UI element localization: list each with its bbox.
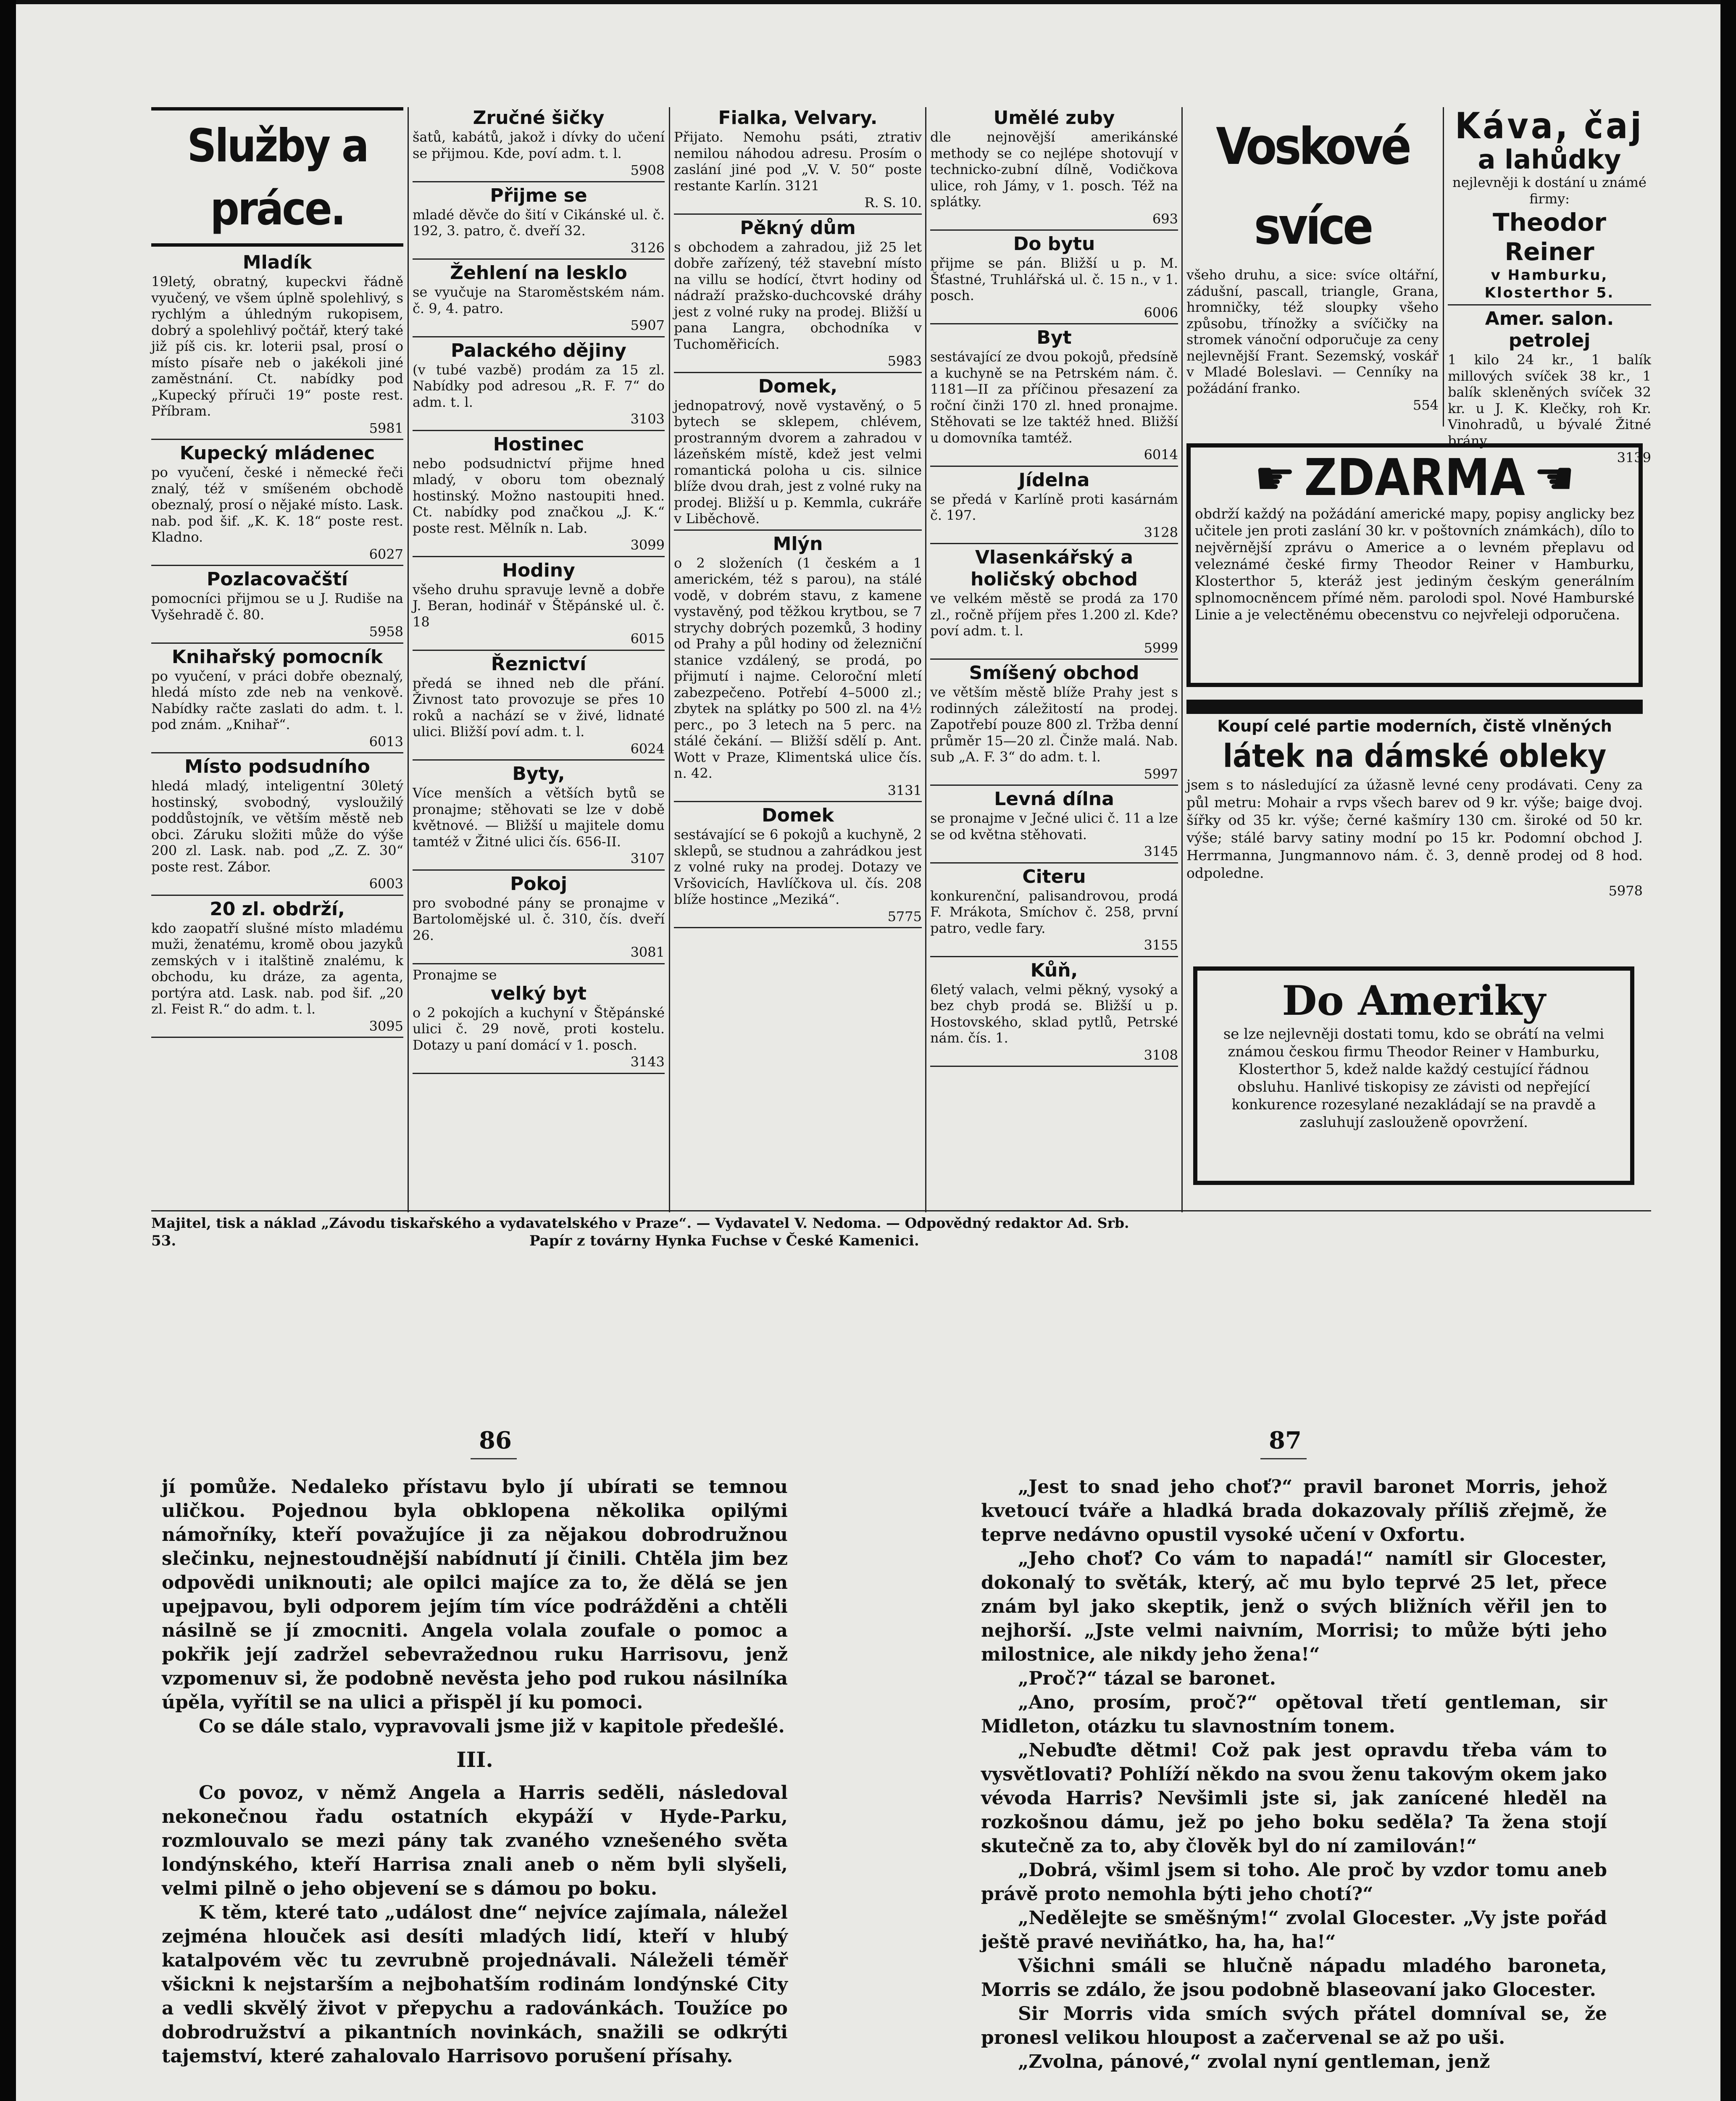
column-rule xyxy=(1443,107,1444,427)
ad-text: všeho druhu spravuje levně a dobře J. Beran, hodinář v Štěpánské ul. č. 18 xyxy=(413,581,665,630)
ad-number: 3128 xyxy=(1144,524,1178,540)
classified-ad xyxy=(413,873,665,964)
classified-ad xyxy=(151,756,403,896)
ad-heading: Vlasenkářský a holičský obchod xyxy=(970,547,1138,590)
ad-heading: Do bytu xyxy=(1013,233,1095,255)
ad-pretitle: Pronajme se xyxy=(413,966,497,983)
ad-heading: Řeznictví xyxy=(491,653,587,675)
paragraph: „Ano, prosím, proč?“ opětoval třetí gentleman, sir Midleton, otázku tu slavnostním tonem. xyxy=(981,1692,1607,1737)
ad-heading: Přijme se xyxy=(490,184,587,206)
column-rule xyxy=(925,107,926,1212)
ad-text: dle nejnovější amerikánské methody se co nejlépe shotovují v technicko-zubní dílně, Vodičkova ulice, roh Jámy, v 1. posch. Též na splátky. xyxy=(930,129,1178,210)
paragraph: „Dobrá, všiml jsem si toho. Ale proč by vzdor tomu aneb právě proto nemohla býti jeho chotí?“ xyxy=(981,1859,1607,1905)
ad-divider xyxy=(413,759,665,761)
ad-text: se pronajme v Ječné ulici č. 11 a lze se od května stěhovati. xyxy=(930,810,1178,843)
ad-number: 6014 xyxy=(1144,447,1178,463)
ad-number: 5908 xyxy=(630,162,665,178)
ad-divider xyxy=(930,1066,1178,1067)
classified-ad xyxy=(930,788,1178,864)
ads-column-1 xyxy=(151,107,403,1212)
ad-do-ameriky xyxy=(1193,966,1634,1185)
ad-divider xyxy=(930,956,1178,957)
ad-text: 19letý, obratný, kupeckvi řádně vyučený, ve všem úplně spolehlivý, s rychlým a úhledným rukopisem, dobrý a spolehlivý počtář, který také již píš cis. kr. loterii psal, prosí o místo písaře neb o jakékoli jiné zaměstnání. Ct. nabídky pod „Kupecký příruči 19“ poste rest. Příbram. xyxy=(151,274,403,419)
ad-divider xyxy=(930,862,1178,864)
classified-ad xyxy=(413,340,665,431)
classified-ad xyxy=(413,107,665,182)
classified-ad xyxy=(674,533,922,803)
ad-text: o 2 složeních (1 českém a 1 americkém, též s parou), na stálé vodě, v dobrém stavu, z kamene vystavěný, pod těžkou krytbou, se 7 strychy dobrých pozemků, 3 hodiny od Prahy a půl hodiny od železniční stanice vzdálený, se prodá, po přijmutí i najme. Celoroční mletí zabezpečeno. Potřebí 4–5000 zl.; zbytek na splátky po 500 zl. na 4½ perc., po 3 letech na 5 perc. na stálé čekání. — Bližší sdělí p. Ant. Wott v Praze, Klimentská ulice čís. n. 42. xyxy=(674,555,922,781)
ad-heading: Kupecký mládenec xyxy=(179,442,375,464)
ad-text: konkurenční, palisandrovou, prodá F. Mrákota, Smíchov č. 258, první patro, vedle fary. xyxy=(930,887,1178,936)
ad-zdarma xyxy=(1186,443,1643,687)
classified-ad xyxy=(930,469,1178,545)
ad-heading: velký byt xyxy=(490,982,587,1004)
ad-number: 6024 xyxy=(630,740,665,757)
ad-text: obdrží každý na požádání americké mapy, popisy anglicky bez učitele jen proti zaslání 30 kr. v poštovních známkách), dílo to nejvěrnější zprávu o Americe a o levném přeplavu od veleznámé české firmy Theodor Reiner v Hamburku, Klosterthor 5, kteráž jest jediným českým generálním splnomocněncem přímé něm. parolodi spol. Nové Hamburské Linie a je velectěnému obecenstvu co nejvřeleji odporučena. xyxy=(1195,506,1634,623)
ad-heading: Pěkný dům xyxy=(740,217,856,239)
classified-ad xyxy=(151,646,403,754)
ad-divider xyxy=(930,785,1178,786)
ad-heading: Knihařský pomocník xyxy=(171,646,383,668)
ad-divider xyxy=(151,642,403,644)
ad-text: 6letý valach, velmi pěkný, vysoký a bez chyb prodá se. Bližší u p. Hostovského, sklad pytlů, Petrské nám. čís. 1. xyxy=(930,981,1178,1046)
ad-text: (v tubé vazbě) prodám za 15 zl. Nabídky pod adresou „R. F. 7“ do adm. t. l. xyxy=(413,361,665,410)
ad-text: všeho druhu, a sice: svíce oltářní, zádušní, pascall, triangle, Grana, hromničky, též sloupky všeho způsobu, třínožky a svíčičky na stromek vánoční odporučuje za ceny nejlevnější Frant. Sezemský, voskář v Mladé Boleslavi. — Cenníky na požádání franko. xyxy=(1186,267,1439,396)
classified-ad xyxy=(413,560,665,651)
page-number-rule xyxy=(1260,1458,1307,1459)
classified-ad xyxy=(930,662,1178,786)
ad-divider xyxy=(413,556,665,557)
ad-text: po vyučení, v práci dobře obeznalý, hledá místo zde neb na venkově. Nabídky račte zaslati do adm. t. l. pod znám. „Knihař“. xyxy=(151,668,403,732)
ad-text: předá se ihned neb dle přání. Živnost tato provozuje se přes 10 roků a nachází se v živé, lidnaté ulici. Bližší poví adm. t. l. xyxy=(413,675,665,740)
ad-number: 6015 xyxy=(630,631,665,647)
book-page-left xyxy=(162,1475,788,2068)
imprint-mark: 53. xyxy=(151,1232,176,1249)
ad-divider xyxy=(674,213,922,215)
classified-ad xyxy=(413,653,665,761)
ad-heading: Zručné šičky xyxy=(473,107,605,129)
scan-top-edge xyxy=(0,0,1736,4)
ad-number: 5983 xyxy=(887,353,922,369)
ad-number: 3143 xyxy=(630,1054,665,1070)
ad-heading: Káva, čaj xyxy=(1455,105,1644,147)
section-rule xyxy=(151,107,403,111)
ad-number: 5978 xyxy=(1608,883,1643,899)
ad-number: 3155 xyxy=(1144,937,1178,953)
ad-divider xyxy=(413,1073,665,1074)
ad-text: nejlevněji k dostání u známé firmy: xyxy=(1452,174,1647,207)
ad-divider xyxy=(930,229,1178,231)
pointing-hand-icon: ☛ xyxy=(1533,451,1575,505)
classified-ad xyxy=(151,252,403,440)
ad-heading: Byt xyxy=(1036,327,1072,348)
firm-address: v Hamburku, Klosterthor 5. xyxy=(1484,267,1615,302)
ad-heading: Voskové svíce xyxy=(1216,118,1409,256)
divider xyxy=(1448,304,1651,305)
ad-text: jednopatrový, nově vystavěný, o 5 bytech se sklepem, chlévem, prostranným dvorem a zahradou v lázeňském místě, kdež jest velmi romantická poloha u cis. silnice blíže dvou drah, jest z volné ruky na prodej. Bližší u p. Kemmla, cukráře v Liběchově. xyxy=(674,397,922,527)
ad-text: sestávající se 6 pokojů a kuchyně, 2 sklepů, se studnou a zahrádkou jest z volné ruky na prodej. Dotazy ve Vršovicích, Havlíčkova ul. čís. 208 blíže hostince „Meziká“. xyxy=(674,827,922,907)
paragraph: „Proč?“ tázal se baronet. xyxy=(1018,1668,1276,1689)
ad-text: pro svobodné pány se pronajme v Bartolomějské ul. č. 310, čís. dveří 26. xyxy=(413,895,665,943)
ad-number: 3081 xyxy=(630,944,665,960)
ad-divider xyxy=(151,895,403,896)
ad-text: se vyučuje na Staroměstském nám. č. 9, 4. patro. xyxy=(413,284,665,316)
ad-heading: Smíšený obchod xyxy=(969,662,1139,684)
ad-heading: Domek, xyxy=(758,375,838,397)
ad-number: 5981 xyxy=(369,420,403,436)
ad-number: 3145 xyxy=(1144,843,1178,859)
ad-text: se lze nejlevněji dostati tomu, kdo se obrátí na velmi známou českou firmu Theodor Reiner v Hamburku, Klosterthor 5, kdež nalde každý cestující řádnou obsluhu. Hanlivé tiskopisy ze závisti od nepřející konkurence rozesylané nezakládají se na pravdě a zasluhují zaslouženě opovržení. xyxy=(1223,1026,1604,1131)
scan-right-edge xyxy=(1720,0,1736,2101)
ad-number: 5997 xyxy=(1144,766,1178,782)
ad-heading: Citeru xyxy=(1022,866,1086,887)
ad-number: 3126 xyxy=(630,240,665,256)
imprint xyxy=(151,1214,1647,1250)
ad-text: nebo podsudnictví přijme hned mladý, v oboru tom obeznalý hostinský. Možno nastoupiti hned. Ct. nabídky pod značkou „J. K.“ poste rest. Mělník n. Lab. xyxy=(413,455,665,536)
ad-divider xyxy=(151,1037,403,1038)
ad-text: kdo zaopatří slušné místo mladému muži, ženatému, kromě obou jazyků zemských v i italštině znalému, k obchodu, ku dráze, za agenta, portýra atd. Lask. nab. pod šif. „20 zl. Feist R.“ do adm. t. l. xyxy=(151,920,403,1017)
ad-text: pomocníci přijmou se u J. Rudiše na Vyšehradě č. 80. xyxy=(151,590,403,623)
ad-text: jsem s to následující za úžasně levné ceny prodávati. Ceny za půl metru: Mohair a rvps všech barev od 9 kr. výše; baige dvoj. šířky od 35 kr. výše; černé kašmíry 130 cm. široké od 50 kr. výše; stálé barvy satiny modní po 15 kr. Podomní obchod J. Herrmanna, Jungmannovo nám. č. 3, denně prodej od 8 hod. odpoledne. xyxy=(1186,777,1643,881)
ad-divider xyxy=(674,529,922,531)
ad-number: 3108 xyxy=(1144,1047,1178,1063)
classified-ad xyxy=(413,262,665,337)
zdarma-header xyxy=(1195,451,1634,506)
ad-heading: Palackého dějiny xyxy=(451,340,626,361)
paragraph: „Jeho choť? Co vám to napadá!“ namítl sir Glocester, dokonalý to světák, který, ač mu bylo teprvé 25 let, přece znám byl jako skeptik, jenž o svých bližních věřil jen to nejhorší. „Jste velmi naivním, Morrisi; to může býti jeho milostnice, ale nikdy jeho žena!“ xyxy=(981,1548,1607,1665)
ad-number: 3107 xyxy=(630,850,665,866)
ad-text: Přijato. Nemohu psáti, ztrativ nemilou náhodou adresu. Prosím o zaslání jiné pod „V. V. 50“ poste restante Karlín. 3121 xyxy=(674,129,922,194)
paragraph: Všichni smáli se hlučně nápadu mladého baroneta, Morris se zdálo, že jsou podobně blaseovaní jako Glocester. xyxy=(981,1955,1607,2001)
chapter-heading: III. xyxy=(456,1747,493,1772)
imprint-line-1: Majitel, tisk a náklad „Závodu tiskařského a vydavatelského v Praze“. — Vydavatel V. Nedoma. — Odpovědný redaktor Ad. Srb. xyxy=(151,1215,1129,1231)
ad-number: 3139 xyxy=(1617,450,1651,466)
ad-text: 1 kilo 24 kr., 1 balík millových svíček 38 kr., 1 balík skleněných svíček 32 kr. u J. K. Klečky, roh Kr. Vinohradů, u bývalé Žitné brány. xyxy=(1448,352,1651,449)
ad-heading: Místo podsudního xyxy=(184,756,370,777)
heavy-rule xyxy=(1186,700,1643,714)
scan-left-edge xyxy=(0,0,16,2101)
ad-heading: Kůň, xyxy=(1030,959,1078,981)
ad-heading: Mlýn xyxy=(773,533,823,555)
ad-heading: Jídelna xyxy=(1018,469,1090,491)
ad-text: s obchodem a zahradou, již 25 let dobře zařízený, též stavební místo na villu se hodící, čtvrt hodiny od nádraží pražsko-duchcovské dráhy jest z volné ruky na prodej. Bližší u pana Langra, obchodníka v Tuchoměřicích. xyxy=(674,239,922,352)
ad-heading: Žehlení na lesklo xyxy=(450,262,627,284)
ad-heading: Amer. salon. petrolej xyxy=(1485,308,1614,352)
ad-number: 3095 xyxy=(369,1018,403,1034)
classified-ad xyxy=(930,547,1178,660)
paragraph: „Zvolna, pánové,“ zvolal nyní gentleman, jenž xyxy=(1018,2051,1490,2072)
ad-divider xyxy=(674,372,922,373)
ad-text: Více menších a větších bytů se pronajme; stěhovati se lze v době květnové. — Bližší u majitele domu tamtéž v Žitné ulici čís. 656-II. xyxy=(413,785,665,850)
ad-divider xyxy=(413,869,665,871)
paragraph: „Jest to snad jeho choť?“ pravil baronet Morris, jehož kvetoucí tváře a hladká brada dokazovaly příliš zřejmě, že teprve nedávno opustil vysoké učení v Oxfortu. xyxy=(981,1476,1607,1545)
paragraph: Co povoz, v němž Angela a Harris seděli, následoval nekonečnou řadu ostatních ekypáží v Hyde-Parku, rozmlouvalo se mezi pány tak zvaného vznešeného světa londýnského, kteří Harrisa znali aneb o něm byli slyšeli, velmi pilně o jeho objevení se s dámou po boku. xyxy=(162,1782,788,1899)
ad-text: přijme se pán. Bližší u p. M. Šťastné, Truhlářská ul. č. 15 n., v 1. posch. xyxy=(930,255,1178,303)
ad-heading: Byty, xyxy=(512,763,565,785)
ad-subheading: Koupí celé partie moderních, čistě vlněných xyxy=(1217,717,1612,735)
ad-text: hledá mladý, inteligentní 30letý hostinský, svobodný, vysloužilý poddůstojník, ve větším městě neb obci. Záruku složiti může do výše 200 zl. Lask. nab. pod „Z. Z. 30“ poste rest. Zábor. xyxy=(151,778,403,875)
ad-divider xyxy=(674,927,922,928)
ad-heading: Do Ameriky xyxy=(1282,977,1546,1024)
column-rule xyxy=(1181,107,1183,1212)
ad-divider xyxy=(930,323,1178,324)
classified-ad xyxy=(413,185,665,260)
imprint-line-2: Papír z továrny Hynka Fuchse v České Kamenici. xyxy=(529,1232,919,1249)
classified-ad xyxy=(930,866,1178,957)
page-number-left: 86 xyxy=(479,1427,512,1454)
classified-ad xyxy=(151,569,403,644)
ads-column-4 xyxy=(930,107,1178,1212)
ad-heading: Domek xyxy=(762,805,834,826)
classified-ad xyxy=(151,898,403,1038)
classified-ad xyxy=(674,217,922,373)
ad-divider xyxy=(413,336,665,337)
ad-kava-caj xyxy=(1448,105,1651,466)
paragraph: K těm, které tato „událost dne“ nejvíce zajímala, náležel zejména hlouček asi desíti mladých lidí, kteří v hlubý katalpovém věc tu zevrubně projednávali. Náleželi téměř všickni k nejstarším a nejbohatším rodinám londýnské City a vedli skvělý život v přepychu a radovánkách. Toužíce po dobrodružství a pikantních novinkách, snažili se odkrýti tajemství, které zahalovalo Harrisovo porušení přísahy. xyxy=(162,1902,788,2067)
ad-number: 6003 xyxy=(369,876,403,892)
ad-divider xyxy=(413,963,665,964)
classified-ad xyxy=(930,233,1178,324)
ad-number: R. S. 10. xyxy=(864,195,922,211)
ad-number: 3099 xyxy=(630,537,665,553)
ad-number: 3131 xyxy=(887,782,922,798)
column-rule xyxy=(669,107,670,1212)
classified-ad xyxy=(674,805,922,928)
classified-ad xyxy=(151,442,403,566)
page-number-right: 87 xyxy=(1269,1427,1302,1454)
classified-ad xyxy=(413,434,665,557)
ad-divider xyxy=(413,181,665,182)
paragraph: „Nebuďte dětmi! Což pak jest opravdu třeba vám to vysvětlovati? Pohlíží někdo na svou ženu takovým okem jako vévoda Harris? Nevšimli jste si, jak zanícené hleděl na rozkošnou dámu, jež po jeho boku seděla? Ta žena stojí skutečně za to, aby člověk byl do ní zamilován!“ xyxy=(981,1740,1607,1857)
ad-number: 5775 xyxy=(887,908,922,924)
paragraph: Sir Morris vida smích svých přátel domníval se, že pronesl velikou hloupost a začervenal se až po uši. xyxy=(981,2003,1607,2048)
ad-voskove-svice xyxy=(1186,107,1439,427)
classified-ad xyxy=(674,376,922,531)
ad-subheading: a lahůdky xyxy=(1478,144,1621,175)
ad-heading: látek na dámské obleky xyxy=(1223,737,1607,774)
paragraph: jí pomůže. Nedaleko přístavu bylo jí ubírati se temnou uličkou. Pojednou byla obklopena několika opilými námořníky, kteří považujíce ji za nějakou dobrodružnou slečinku, nejnestoudnější nabídnutí jí činili. Chtěla jim bez odpovědi uniknouti; ale opilci majíce za to, že dělá se jen upejpavou, byli odporem jejím tím více podrážděni a chtěli násilně se jí zmocniti. Angela volala zoufale o pomoc a pokřik její zadržel sebevražednou ruku Harrisovu, jenž vzpomenuv si, že podobně nevěsta jeho pod rukou násilníka úpěla, vyřítil se na ulici a přispěl jí ku pomoci. xyxy=(162,1476,788,1713)
ad-divider xyxy=(413,430,665,431)
ad-heading: Umělé zuby xyxy=(993,107,1115,129)
ad-text: mladé děvče do šití v Cikánské ul. č. 192, 3. patro, č. dveří 32. xyxy=(413,206,665,239)
ad-text: ve větším městě blíže Prahy jest s rodinných záležitostí na prodej. Zapotřebí pouze 800 zl. Tržba denní průměr 15—20 zl. Činže malá. Nab. sub „A. F. 3“ do adm. t. l. xyxy=(930,684,1178,765)
classified-ad xyxy=(413,763,665,871)
pointing-hand-icon: ☛ xyxy=(1254,451,1296,505)
imprint-row-2 xyxy=(151,1232,1647,1250)
ad-heading: Pokoj xyxy=(510,873,567,895)
page-number-rule xyxy=(471,1458,517,1459)
ad-text: se předá v Karlíně proti kasárnám č. 197. xyxy=(930,491,1178,523)
ad-number: 5999 xyxy=(1144,640,1178,656)
section-rule xyxy=(151,243,403,247)
ad-divider xyxy=(674,801,922,802)
classified-ad xyxy=(674,107,922,215)
column-rule xyxy=(408,107,409,1212)
ad-number: 3103 xyxy=(630,411,665,427)
ad-text: sestávající ze dvou pokojů, předsíně a kuchyně se na Petrském nám. č. 1181—II za příčinou přesazení za roční činži 170 zl. hned pronajme. Stěhovati se lze taktéž hned. Bližší u domovníka tamtéž. xyxy=(930,349,1178,446)
ad-number: 554 xyxy=(1412,397,1439,413)
ad-number: 693 xyxy=(1152,211,1178,227)
ads-column-2 xyxy=(413,107,665,1212)
classified-ad xyxy=(413,967,665,1074)
paragraph: „Nedělejte se směšným!“ zvolal Glocester. „Vy jste pořád ještě pravé neviňátko, ha, ha, ha!“ xyxy=(981,1907,1607,1953)
ad-divider xyxy=(151,752,403,753)
ad-text: po vyučení, české i německé řeči znalý, též v smíšeném obchodě obeznalý, prosí o nějaké místo. Lask. nab. pod šif. „K. K. 18“ poste rest. Kladno. xyxy=(151,464,403,545)
ad-text: o 2 pokojích a kuchyní v Štěpánské ulici č. 29 nově, proti kostelu. Dotazy u paní domácí v 1. posch. xyxy=(413,1004,665,1053)
book-page-right xyxy=(981,1475,1607,2074)
footer-rule xyxy=(151,1210,1651,1211)
classified-ad xyxy=(930,960,1178,1067)
ad-divider xyxy=(930,658,1178,660)
ad-divider xyxy=(151,565,403,566)
ad-divider xyxy=(930,543,1178,544)
ad-heading: Fialka, Velvary. xyxy=(718,107,878,129)
classified-ad xyxy=(930,327,1178,467)
ad-text: šatů, kabátů, jakož i dívky do učení se přijmou. Kde, poví adm. t. l. xyxy=(413,129,665,161)
ads-column-3 xyxy=(674,107,922,1212)
ad-number: 6006 xyxy=(1144,304,1178,321)
ad-heading: 20 zl. obdrží, xyxy=(210,898,345,920)
ad-divider xyxy=(930,466,1178,467)
ad-heading: ZDARMA xyxy=(1304,449,1525,507)
firm-name: Theodor Reiner xyxy=(1492,208,1606,266)
ad-number: 6013 xyxy=(369,733,403,750)
ad-heading: Levná dílna xyxy=(994,788,1114,810)
ad-list xyxy=(151,252,403,1038)
ad-number: 5907 xyxy=(630,317,665,333)
ad-heading: Hodiny xyxy=(502,559,575,581)
ad-text: ve velkém městě se prodá za 170 zl., ročně příjem přes 1.200 zl. Kde? poví adm. t. l. xyxy=(930,590,1178,639)
ad-divider xyxy=(413,650,665,651)
ad-heading: Hostinec xyxy=(493,433,584,455)
section-title: Služby a práce. xyxy=(187,120,368,235)
ad-divider xyxy=(151,439,403,440)
paragraph: Co se dále stalo, vypravovali jsme již v kapitole předešlé. xyxy=(199,1716,785,1737)
ad-number: 5958 xyxy=(369,624,403,640)
ad-heading: Mladík xyxy=(242,252,312,273)
advertisement-page xyxy=(151,107,1651,1233)
classified-ad xyxy=(930,107,1178,231)
ad-number: 6027 xyxy=(369,546,403,562)
ad-heading: Pozlacovačští xyxy=(207,569,348,590)
ad-divider xyxy=(413,258,665,260)
